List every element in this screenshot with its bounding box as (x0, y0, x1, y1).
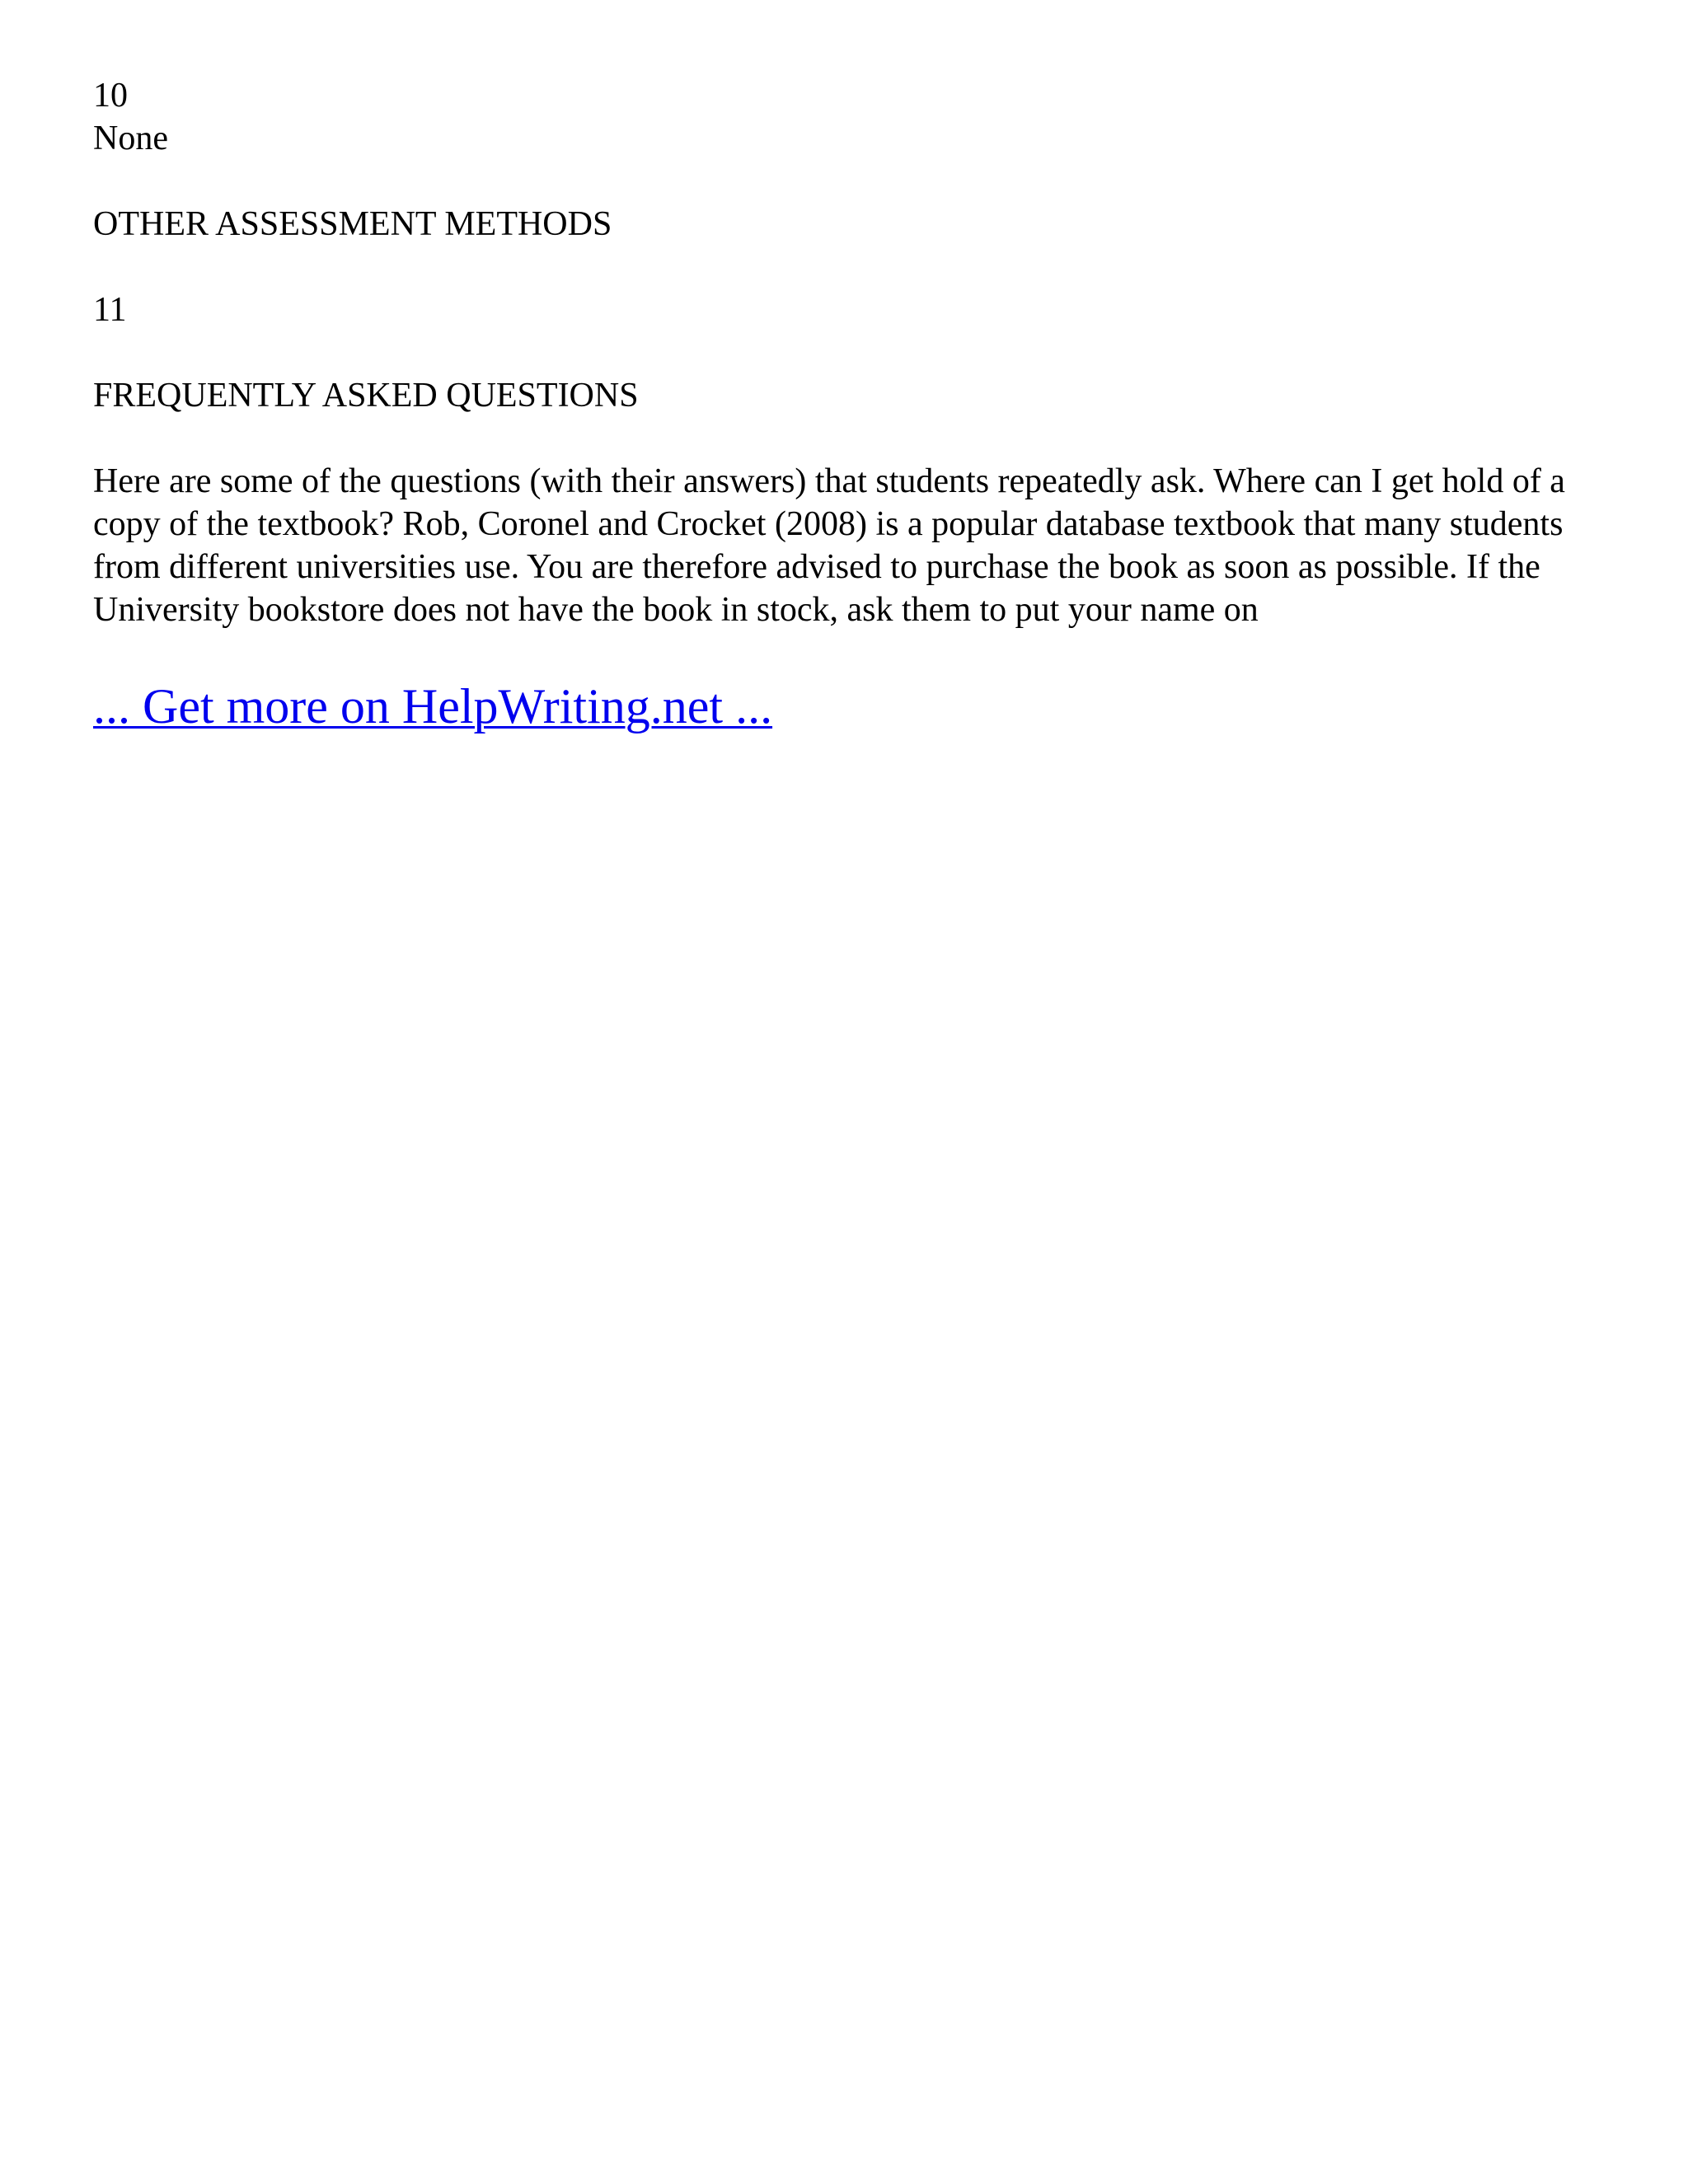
spacer (93, 246, 1610, 288)
section-number-11: 11 (93, 291, 127, 329)
more-link-container (93, 677, 1610, 735)
heading-other-assessment: OTHER ASSESSMENT METHODS (93, 205, 612, 243)
spacer (93, 331, 1610, 374)
section-10-value: None (93, 120, 168, 157)
spacer (93, 417, 1610, 460)
spacer (93, 160, 1610, 203)
get-more-link[interactable]: ... Get more on HelpWriting.net ... (93, 679, 773, 733)
heading-faq: FREQUENTLY ASKED QUESTIONS (93, 377, 639, 415)
document-page (93, 74, 1610, 735)
section-number-10: 10 (93, 77, 128, 115)
faq-paragraph: Here are some of the questions (with their answers) that students repeatedly ask. Where can I get hold of a copy of the textbook? Rob, Coronel and Crocket (2008) is a popular database textbook that many students from different universities use. You are therefore advised to purchase the book as soon as possible. If the University bookstore does not have the book in stock, ask them to put your name on (93, 462, 1565, 629)
